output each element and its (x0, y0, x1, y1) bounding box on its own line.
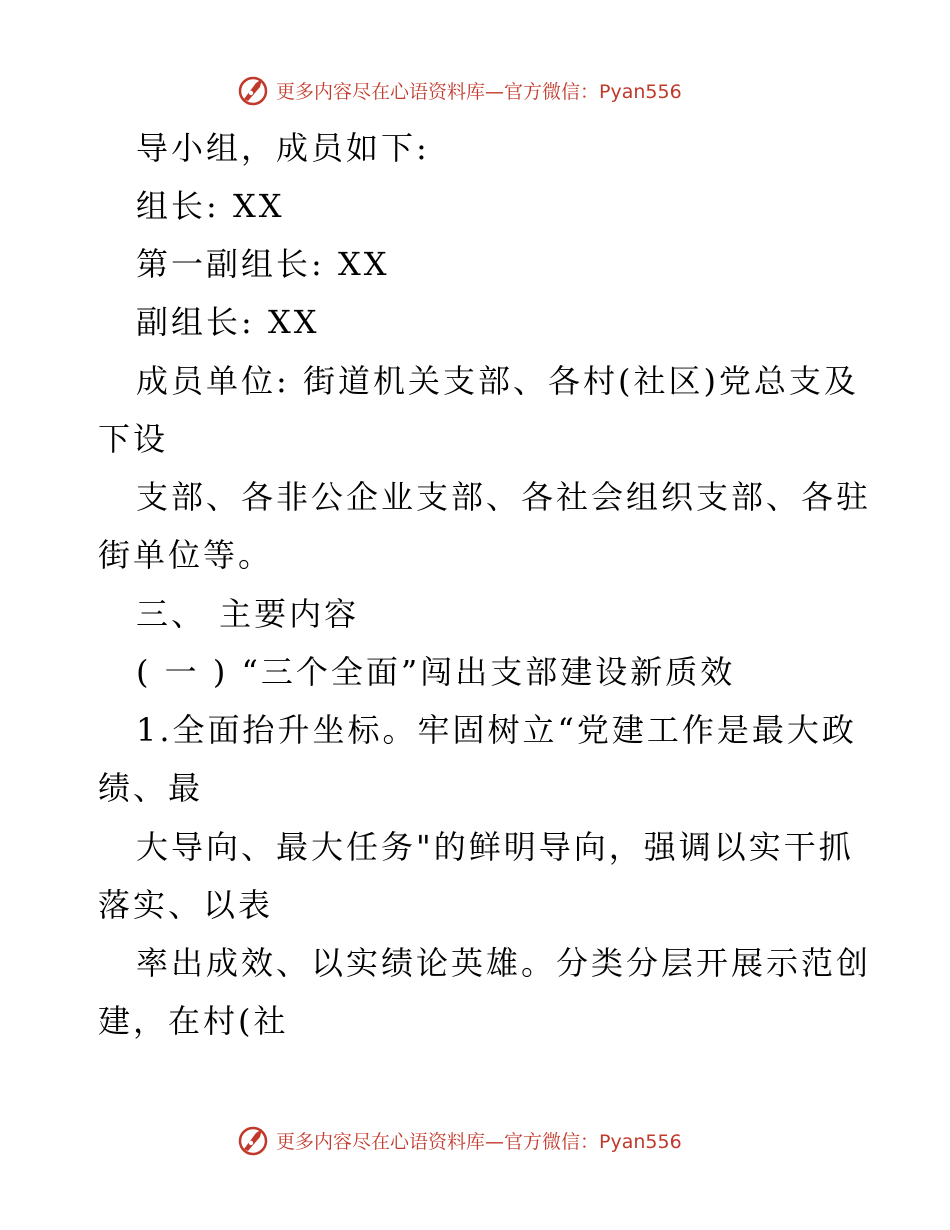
body-line: 副组长: XX (136, 303, 320, 341)
body-line: 大导向、最大任务"的鲜明导向，强调以实干抓 (136, 828, 854, 866)
footer-watermark (236, 1122, 682, 1158)
body-line: 下设 (98, 420, 169, 458)
body-line: ( 一 ) “三个全面”闯出支部建设新质效 (136, 653, 736, 691)
body-line: 三、 主要内容 (136, 595, 360, 633)
body-line: 组长: XX (136, 187, 285, 225)
body-line: 支部、各非公企业支部、各社会组织支部、各驻 (136, 478, 872, 516)
body-line: 落实、以表 (98, 886, 274, 924)
watermark-text: 更多内容尽在心语资料库—官方微信：Pyan556 (276, 80, 682, 103)
pen-nib-logo-icon (236, 73, 270, 107)
body-line: 第一副组长: XX (136, 245, 390, 283)
body-line: 1.全面抬升坐标。牢固树立“党建工作是最大政 (136, 711, 857, 749)
body-line: 绩、最 (98, 769, 204, 807)
body-line: 成员单位: 街道机关支部、各村(社区)党总支及 (136, 362, 859, 400)
body-line: 导小组，成员如下: (136, 129, 430, 167)
watermark-text: 更多内容尽在心语资料库—官方微信：Pyan556 (276, 1130, 682, 1153)
body-line: 街单位等。 (98, 536, 274, 574)
body-line: 率出成效、以实绩论英雄。分类分层开展示范创 (136, 944, 872, 982)
pen-nib-logo-icon (236, 1123, 270, 1157)
body-line: 建，在村(社 (98, 1002, 289, 1040)
header-watermark (236, 72, 682, 108)
